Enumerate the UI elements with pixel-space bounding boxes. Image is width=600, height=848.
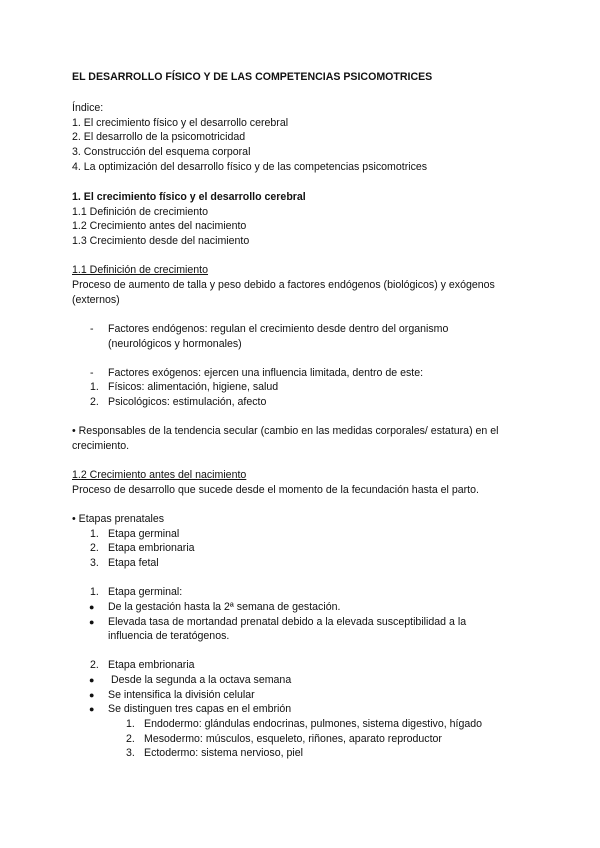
list-item-continued: influencia de teratógenos. xyxy=(108,630,230,642)
paragraph-line: (externos) xyxy=(72,294,120,306)
list-item: Elevada tasa de mortandad prenatal debido a la elevada susceptibilidad a la xyxy=(108,616,467,628)
paragraph-line: crecimiento. xyxy=(72,440,130,452)
list-item-continued: (neurológicos y hormonales) xyxy=(108,338,242,350)
index-item: 1. El crecimiento físico y el desarrollo cerebral xyxy=(72,117,289,129)
bullet-marker: ● xyxy=(89,690,95,700)
list-number: 3. xyxy=(90,557,99,569)
list-number: 1. xyxy=(90,586,99,598)
list-item: Etapa embrionaria xyxy=(108,542,195,554)
list-item: Endodermo: glándulas endocrinas, pulmones, sistema digestivo, hígado xyxy=(144,718,483,730)
list-item: Etapa fetal xyxy=(108,557,159,569)
bullet-marker: ● xyxy=(89,602,95,612)
list-number: 1. xyxy=(126,718,135,730)
list-item: Se distinguen tres capas en el embrión xyxy=(108,703,292,715)
list-number: 2. xyxy=(90,542,99,554)
bullet-marker: ● xyxy=(89,675,95,685)
list-item: Desde la segunda a la octava semana xyxy=(111,674,292,686)
subsection-heading: 1.2 Crecimiento antes del nacimiento xyxy=(72,469,247,481)
subsection-link: 1.1 Definición de crecimiento xyxy=(72,206,209,218)
section-heading: 1. El crecimiento físico y el desarrollo cerebral xyxy=(72,191,306,203)
list-item: Etapa germinal xyxy=(108,528,180,540)
list-number: 2. xyxy=(126,733,135,745)
list-number: 2. xyxy=(90,396,99,408)
dash-marker: - xyxy=(90,323,94,335)
paragraph-line: • Responsables de la tendencia secular (cambio en las medidas corporales/ estatura) en el xyxy=(72,425,499,437)
list-item: Factores endógenos: regulan el crecimiento desde dentro del organismo xyxy=(108,323,449,335)
list-label: • Etapas prenatales xyxy=(72,513,165,525)
list-item: Se intensifica la división celular xyxy=(108,689,255,701)
list-number: 2. xyxy=(90,659,99,671)
list-item: Ectodermo: sistema nervioso, piel xyxy=(144,747,303,759)
list-item: Mesodermo: músculos, esqueleto, riñones, aparato reproductor xyxy=(144,733,442,745)
document-title: EL DESARROLLO FÍSICO Y DE LAS COMPETENCIAS PSICOMOTRICES xyxy=(72,71,433,83)
list-number: 1. xyxy=(90,528,99,540)
index-label: Índice: xyxy=(72,102,104,114)
list-item: Etapa embrionaria xyxy=(108,659,195,671)
list-number: 3. xyxy=(126,747,135,759)
subsection-heading: 1.1 Definición de crecimiento xyxy=(72,264,209,276)
subsection-link: 1.2 Crecimiento antes del nacimiento xyxy=(72,220,247,232)
list-item: Etapa germinal: xyxy=(108,586,183,598)
paragraph-line: Proceso de desarrollo que sucede desde el momento de la fecundación hasta el parto. xyxy=(72,484,479,496)
list-number: 1. xyxy=(90,381,99,393)
list-item: Factores exógenos: ejercen una influencia limitada, dentro de este: xyxy=(108,367,424,379)
paragraph-line: Proceso de aumento de talla y peso debido a factores endógenos (biológicos) y exógenos xyxy=(72,279,495,291)
index-item: 3. Construcción del esquema corporal xyxy=(72,146,251,158)
subsection-link: 1.3 Crecimiento desde del nacimiento xyxy=(72,235,250,247)
index-item: 2. El desarrollo de la psicomotricidad xyxy=(72,131,246,143)
list-item: Psicológicos: estimulación, afecto xyxy=(108,396,267,408)
list-item: Físicos: alimentación, higiene, salud xyxy=(108,381,279,393)
list-item: De la gestación hasta la 2ª semana de gestación. xyxy=(108,601,341,613)
dash-marker: - xyxy=(90,367,94,379)
index-item: 4. La optimización del desarrollo físico y de las competencias psicomotrices xyxy=(72,161,428,173)
bullet-marker: ● xyxy=(89,704,95,714)
bullet-marker: ● xyxy=(89,617,95,627)
